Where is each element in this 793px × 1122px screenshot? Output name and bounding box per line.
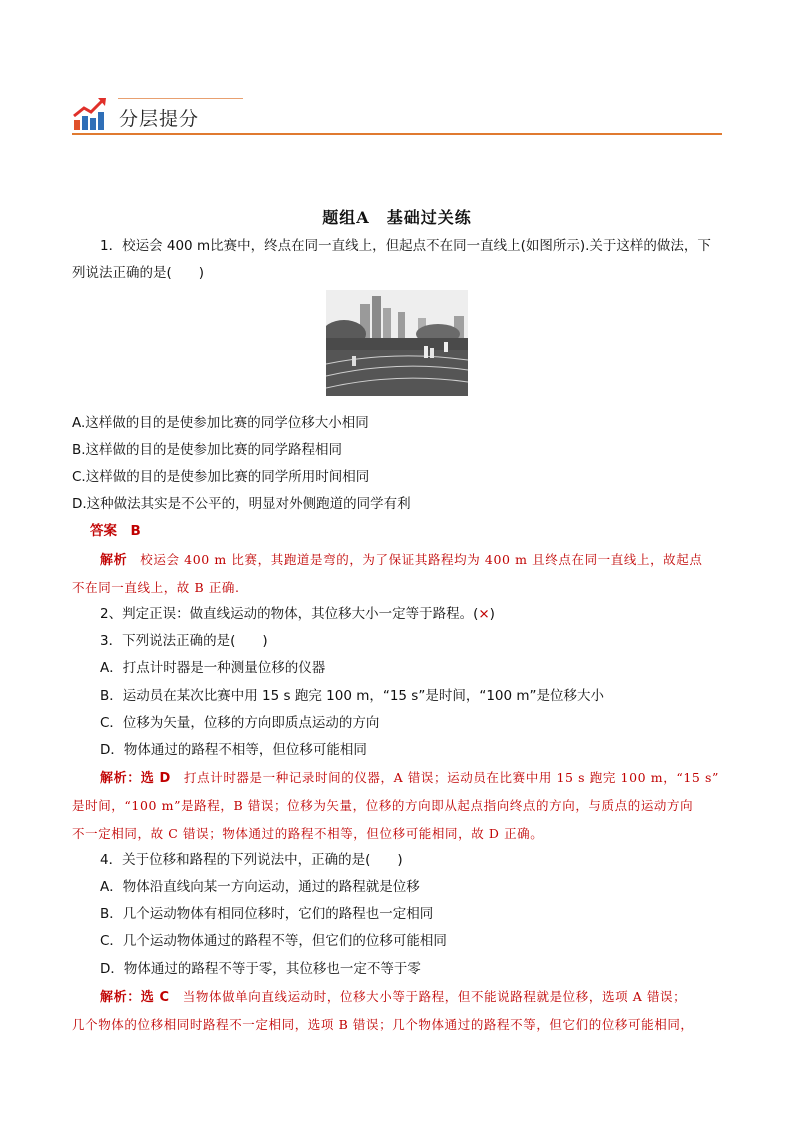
q1-answer: 答案 B [90, 523, 141, 540]
q3-explanation-line1 [72, 764, 722, 792]
q2-close-paren: ) [489, 606, 495, 623]
document-body [72, 204, 722, 1038]
q2-statement [72, 601, 722, 628]
rising-bar-chart-icon [72, 96, 108, 132]
section-title: 题组A 基础过关练 [322, 208, 472, 227]
q1-explanation-line2: 不在同一直线上，故 B 正确. [72, 579, 240, 595]
q4-stem: 4．关于位移和路程的下列说法中，正确的是( ) [100, 851, 403, 868]
q3-option-b: B．运动员在某次比赛中用 15 s 跑完 100 m，“15 s”是时间，“100 m”是位移大小 [100, 687, 605, 704]
q1-option-c: C.这样做的目的是使参加比赛的同学所用时间相同 [72, 469, 370, 486]
q3-explanation-text1: 打点计时器是一种记录时间的仪器，A 错误；运动员在比赛中用 15 s 跑完 100 m，“15 s” [170, 770, 719, 786]
q3-explanation-line3: 不一定相同，故 C 错误；物体通过的路程不相等，但位移可能相同，故 D 正确。 [72, 825, 544, 841]
q2-text: 2、判定正误：做直线运动的物体，其位移大小一定等于路程。( [100, 606, 479, 623]
q4-explanation-label: 解析：选 C [100, 989, 170, 1005]
q1-stem-line1: 1．校运会 400 m比赛中，终点在同一直线上，但起点不在同一直线上(如图所示).关于这样的做法，下 [100, 238, 711, 255]
q3-option-d: D．物体通过的路程不相等，但位移可能相同 [100, 742, 367, 759]
q3-option-a: A．打点计时器是一种测量位移的仪器 [100, 660, 326, 677]
q1-explanation-line1 [72, 546, 722, 574]
q4-explanation-line2: 几个物体的位移相同时路程不一定相同，选项 B 错误；几个物体通过的路程不等，但它们的位移可能相同， [72, 1017, 694, 1033]
q4-option-b: B．几个运动物体有相同位移时，它们的路程也一定相同 [100, 906, 434, 923]
running-track-photo [326, 290, 468, 396]
page-header [72, 92, 722, 136]
q1-option-d: D.这种做法其实是不公平的，明显对外侧跑道的同学有利 [72, 496, 411, 513]
header-title: 分层提分 [119, 108, 200, 130]
q1-figure [72, 290, 722, 406]
q3-stem: 3．下列说法正确的是( ) [100, 633, 268, 650]
q1-option-b: B.这样做的目的是使参加比赛的同学路程相同 [72, 441, 343, 458]
q2-wrong-mark: × [478, 606, 490, 623]
q4-explanation-line1 [72, 983, 722, 1011]
q4-option-d: D．物体通过的路程不等于零，其位移也一定不等于零 [100, 960, 421, 977]
q1-stem-line2: 列说法正确的是( ) [72, 265, 205, 282]
q1-option-a: A.这样做的目的是使参加比赛的同学位移大小相同 [72, 414, 369, 431]
header-accent-line [118, 98, 243, 99]
q1-explanation-text1: 校运会 400 m 比赛，其跑道是弯的，为了保证其路程均为 400 m 且终点在同一直线上，故起点 [127, 551, 703, 567]
q1-explanation-label: 解析 [100, 552, 128, 568]
header-divider [72, 133, 722, 135]
q3-explanation-label: 解析：选 D [100, 771, 171, 787]
q4-option-a: A．物体沿直线向某一方向运动，通过的路程就是位移 [100, 879, 420, 896]
q4-option-c: C．几个运动物体通过的路程不等，但它们的位移可能相同 [100, 933, 447, 950]
q3-option-c: C．位移为矢量，位移的方向即质点运动的方向 [100, 714, 380, 731]
q4-explanation-text1: 当物体做单向直线运动时，位移大小等于路程，但不能说路程就是位移，选项 A 错误； [169, 988, 687, 1004]
q3-explanation-line2: 是时间，“100 m”是路程，B 错误；位移为矢量，位移的方向即从起点指向终点的方向，与质点的运动方向 [72, 798, 694, 814]
